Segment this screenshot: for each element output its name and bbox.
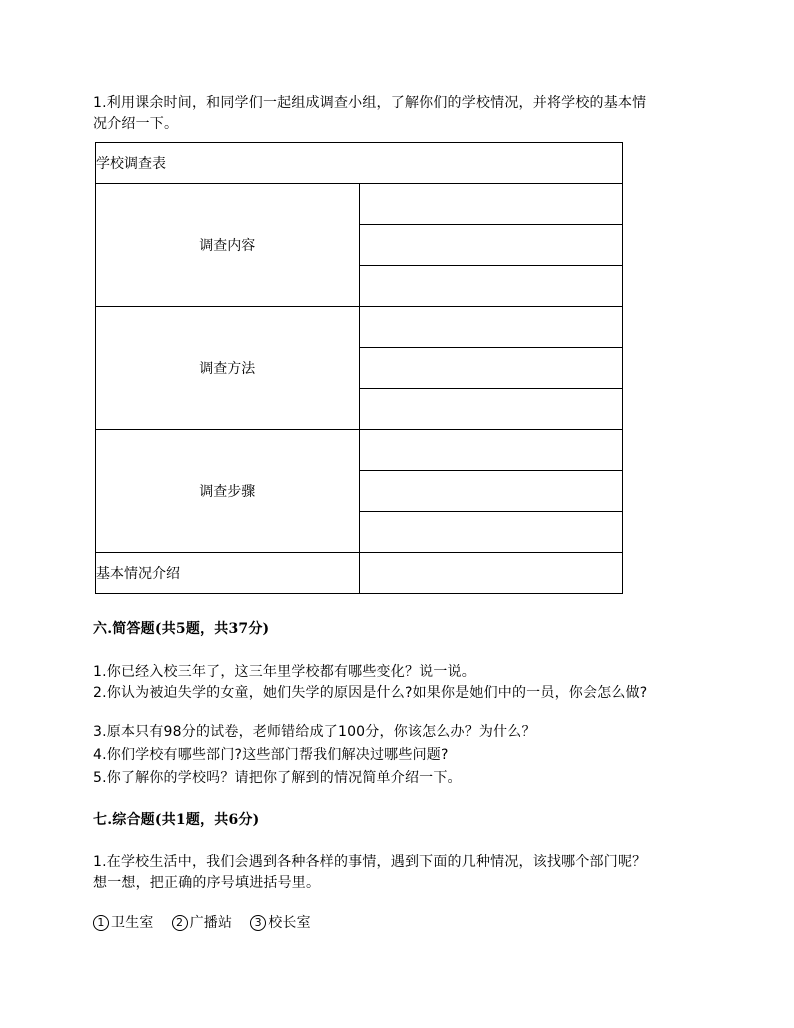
basic-info-label: 基本情况介绍: [96, 553, 360, 594]
section6-question-5: 5.你了解你的学校吗？请把你了解到的情况简单介绍一下。: [93, 770, 462, 786]
question-intro-line1: 1.利用课余时间，和同学们一起组成调查小组，了解你们的学校情况，并将学校的基本情: [93, 95, 647, 111]
survey-steps-field-1[interactable]: [359, 430, 623, 471]
survey-steps-field-2[interactable]: [359, 471, 623, 512]
option-2-label: 广播站: [189, 915, 233, 931]
survey-method-field-2[interactable]: [359, 348, 623, 389]
section6-question-4: 4.你们学校有哪些部门?这些部门帮我们解决过哪些问题?: [93, 747, 449, 763]
section6-question-1: 1.你已经入校三年了，这三年里学校都有哪些变化？说一说。: [93, 664, 476, 680]
section7-heading: 七.综合题(共1题，共6分): [93, 812, 260, 828]
question-intro-line2: 况介绍一下。: [93, 116, 179, 132]
option-1-label: 卫生室: [111, 915, 154, 931]
option-2: [172, 913, 233, 934]
survey-steps-label: 调查步骤: [96, 430, 360, 553]
survey-method-field-1[interactable]: [359, 307, 623, 348]
section7-question-line1: 1.在学校生活中，我们会遇到各种各样的事情，遇到下面的几种情况，该找哪个部门呢？: [93, 854, 647, 870]
survey-content-field-3[interactable]: [359, 266, 623, 307]
survey-content-label: 调查内容: [96, 184, 360, 307]
department-options: [93, 913, 329, 934]
basic-info-field[interactable]: [359, 553, 623, 594]
section6-heading: 六.简答题(共5题，共37分): [93, 621, 270, 637]
section6-question-3: 3.原本只有98分的试卷，老师错给成了100分，你该怎么办？为什么？: [93, 724, 536, 740]
school-survey-table: [95, 142, 623, 594]
circled-number-2: 2: [172, 915, 188, 931]
survey-table-title: 学校调查表: [96, 143, 623, 184]
survey-method-field-3[interactable]: [359, 389, 623, 430]
circled-number-1: 1: [93, 915, 109, 931]
survey-steps-field-3[interactable]: [359, 512, 623, 553]
option-1: [93, 913, 154, 934]
survey-content-field-1[interactable]: [359, 184, 623, 225]
circled-number-3: 3: [250, 915, 266, 931]
option-3-label: 校长室: [268, 915, 311, 931]
survey-method-label: 调查方法: [96, 307, 360, 430]
survey-content-field-2[interactable]: [359, 225, 623, 266]
section7-question-line2: 想一想，把正确的序号填进括号里。: [93, 875, 321, 891]
option-3: [250, 913, 311, 934]
section6-question-2: 2.你认为被迫失学的女童，她们失学的原因是什么?如果你是她们中的一员，你会怎么做?: [93, 685, 648, 701]
